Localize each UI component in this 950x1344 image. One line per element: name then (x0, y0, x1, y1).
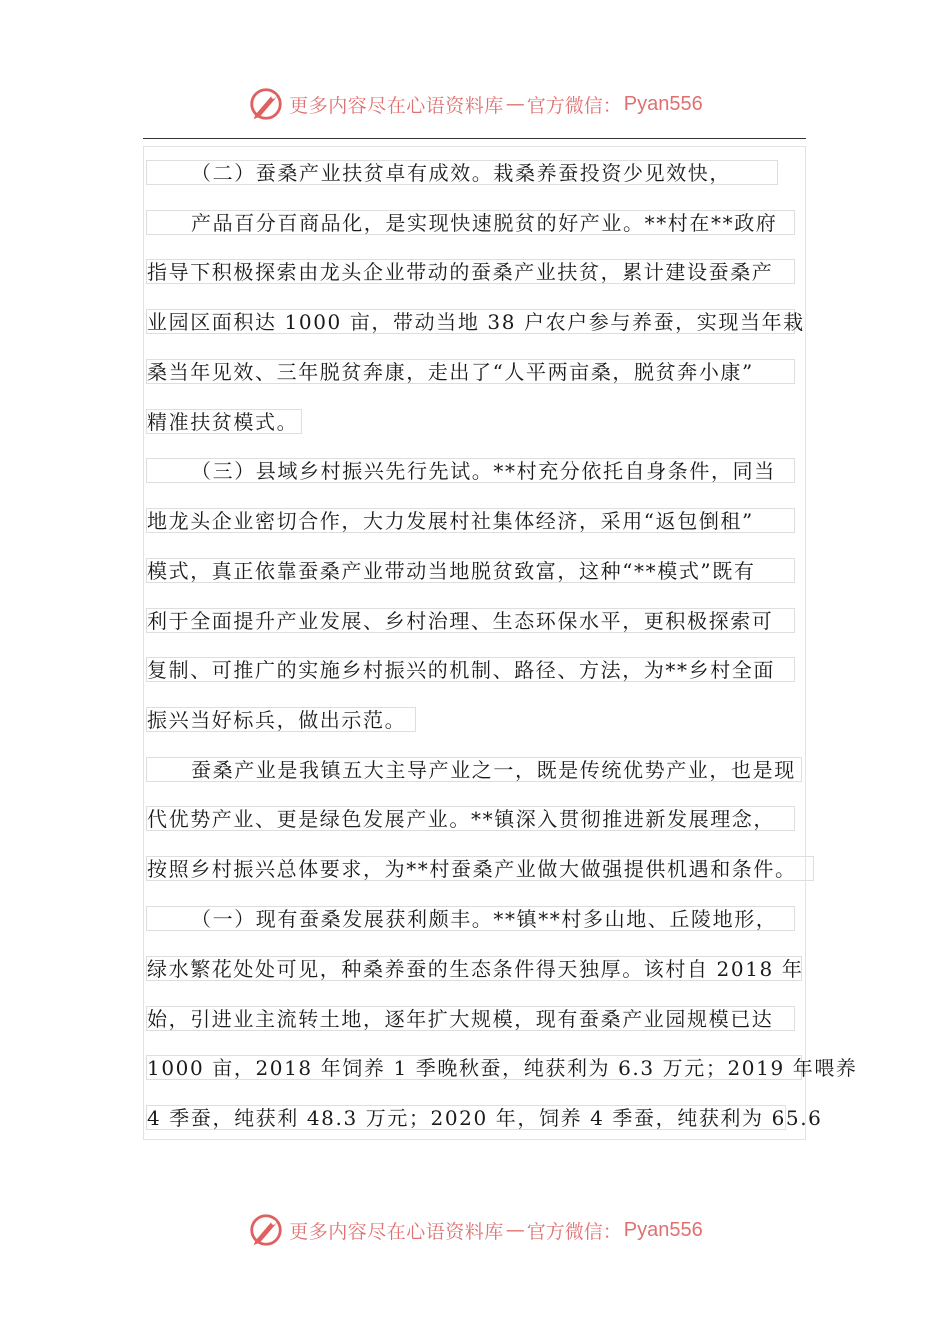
banner-wechat-id: Pyan556 (623, 92, 703, 115)
pen-logo-icon (247, 1211, 285, 1249)
header-banner (0, 82, 950, 126)
banner-wechat-id: Pyan556 (623, 1218, 703, 1241)
text-line: 复制、可推广的实施乡村振兴的机制、路径、方法，为**乡村全面 (146, 657, 795, 682)
text-line: 业园区面积达 1000 亩，带动当地 38 户农户参与养蚕，实现当年栽 (147, 310, 805, 334)
banner-text: 更多内容尽在心语资料库 (289, 94, 504, 117)
banner-label: 官方微信： (526, 1220, 622, 1243)
page-frame (143, 146, 858, 1140)
footer-banner (0, 1208, 950, 1252)
text-line: 按照乡村振兴总体要求，为**村蚕桑产业做大做强提供机遇和条件。 (146, 856, 814, 881)
text-line: 代优势产业、更是绿色发展产业。**镇深入贯彻推进新发展理念， (146, 806, 795, 831)
banner-label: 官方微信： (526, 94, 622, 117)
text-line: 桑当年见效、三年脱贫奔康，走出了“人平两亩桑，脱贫奔小康” (146, 359, 795, 384)
text-line: （二）蚕桑产业扶贫卓有成效。栽桑养蚕投资少见效快， (146, 160, 778, 185)
text-line: 4 季蚕，纯获利 48.3 万元；2020 年，饲养 4 季蚕，纯获利为 65.6 (147, 1106, 823, 1130)
text-line: （三）县域乡村振兴先行先试。**村充分依托自身条件，同当 (146, 458, 795, 483)
text-line: 产品百分百商品化，是实现快速脱贫的好产业。**村在**政府 (146, 210, 795, 235)
text-line: 1000 亩，2018 年饲养 1 季晚秋蚕，纯获利为 6.3 万元；2019 年喂养 (147, 1056, 858, 1080)
text-line: 始，引进业主流转土地，逐年扩大规模，现有蚕桑产业园规模已达 (146, 1006, 795, 1031)
banner-dash: — (505, 1219, 525, 1241)
header-rule (143, 138, 806, 139)
banner-dash: — (505, 93, 525, 115)
text-line: 利于全面提升产业发展、乡村治理、生态环保水平，更积极探索可 (146, 608, 795, 633)
text-line: 精准扶贫模式。 (146, 409, 302, 434)
text-line: 指导下积极探索由龙头企业带动的蚕桑产业扶贫，累计建设蚕桑产 (146, 259, 795, 284)
text-line: 地龙头企业密切合作，大力发展村社集体经济，采用“返包倒租” (146, 508, 795, 533)
text-line: 振兴当好标兵，做出示范。 (146, 707, 416, 732)
text-line: 绿水繁花处处可见，种桑养蚕的生态条件得天独厚。该村自 2018 年 (147, 957, 804, 981)
text-line: 模式，真正依靠蚕桑产业带动当地脱贫致富，这种“**模式”既有 (146, 558, 795, 583)
text-line: 蚕桑产业是我镇五大主导产业之一，既是传统优势产业，也是现 (146, 757, 802, 782)
banner-text: 更多内容尽在心语资料库 (289, 1220, 504, 1243)
pen-logo-icon (247, 85, 285, 123)
text-line: （一）现有蚕桑发展获利颇丰。**镇**村多山地、丘陵地形， (146, 906, 795, 931)
